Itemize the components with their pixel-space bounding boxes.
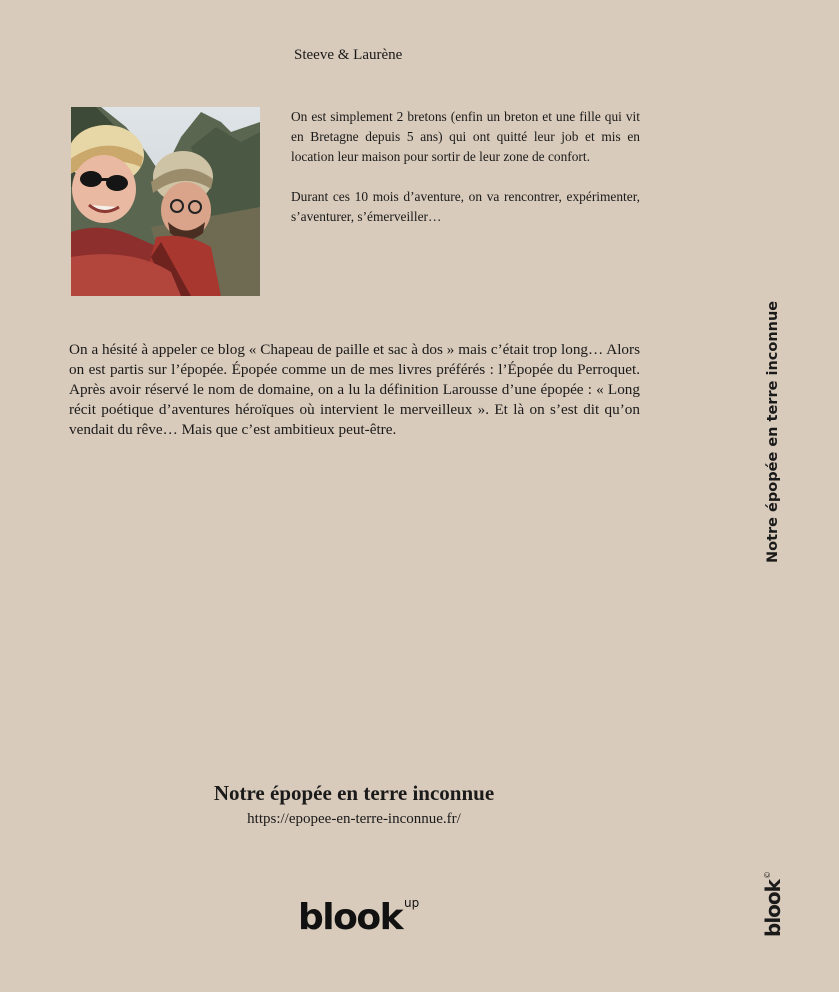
spine-publisher-mark: © [763,872,772,880]
book-title: Notre épopée en terre inconnue [213,781,495,805]
publisher-suffix: up [404,896,420,910]
authors-name: Steeve & Laurène [294,47,403,63]
spine-publisher-name: blook [761,880,785,937]
author-photo [71,107,260,296]
body-paragraph: On a hésité à appeler ce blog « Chapeau de paille et sac à dos » mais c’était trop long… Alors on est partis sur l’épopée. Épopée comme un de mes livres préférés : l’Épopée du Perroquet. Après avoir réservé le nom de domaine, on a lu la définition Larousse d’une épopée : « Long récit poétique d’aventures héroïques où intervient le merveilleux ». Et là on s’est dit qu’on vendait du rêve… Mais que c’est ambitieux peut-être. [69,341,640,438]
intro-paragraph: Durant ces 10 mois d’aventure, on va rencontrer, expérimenter, s’aventurer, s’émerveiller… [291,189,640,224]
spine-publisher-logo [762,872,789,937]
spine-title: Notre épopée en terre inconnue [765,300,781,563]
book-url: https://epopee-en-terre-inconnue.fr/ [247,811,461,827]
blog-description [69,340,640,440]
intro-text [291,107,640,247]
publisher-name: blook [298,897,403,938]
publisher-logo [298,896,420,943]
intro-paragraph: On est simplement 2 bretons (enfin un breton et une fille qui vit en Bretagne depuis 5 ans) qui ont quitté leur job et mis en location leur maison pour sortir de leur zone de confort. [291,109,640,164]
